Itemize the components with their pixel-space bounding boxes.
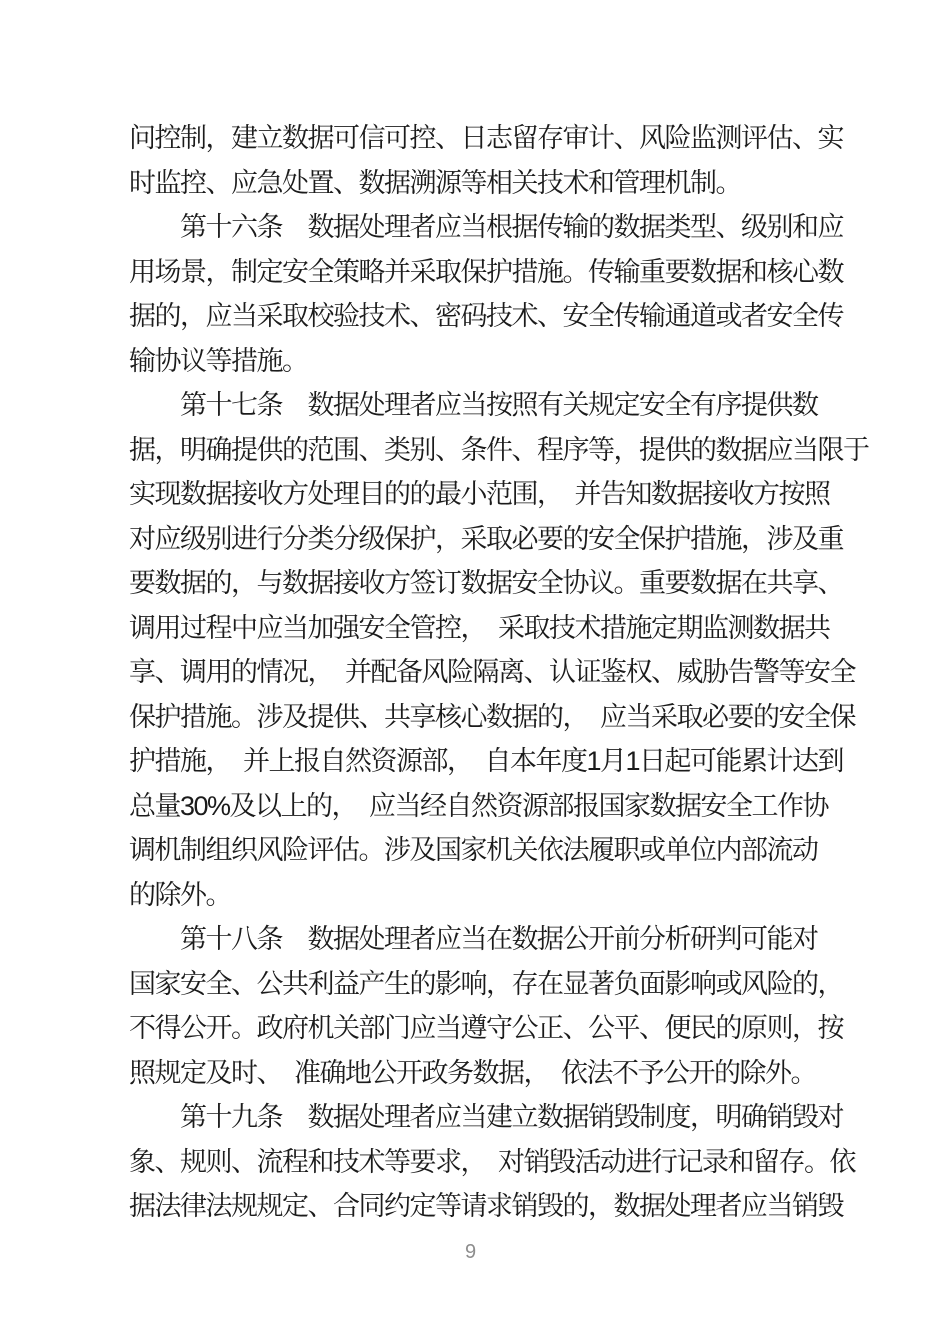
document-line: 问控制，建立数据可信可控、日志留存审计、风险监测评估、实	[129, 123, 843, 153]
document-line: 护措施， 并上报自然资源部， 自本年度1月1日起可能累计达到	[129, 746, 844, 776]
document-line: 享、调用的情况， 并配备风险隔离、认证鉴权、威胁告警等安全	[129, 657, 855, 687]
document-line: 第十六条 数据处理者应当根据传输的数据类型、级别和应	[129, 212, 843, 242]
document-line: 保护措施。涉及提供、共享核心数据的， 应当采取必要的安全保	[129, 701, 855, 732]
page-number: 9	[464, 1241, 477, 1263]
document-line: 的除外。	[129, 879, 231, 910]
document-body	[129, 116, 869, 1229]
paragraph-article-19	[129, 1095, 855, 1229]
document-line: 据的，应当采取校验技术、密码技术、安全传输通道或者安全传	[129, 301, 843, 331]
document-line: 要数据的，与数据接收方签订数据安全协议。重要数据在共享、	[129, 568, 843, 598]
document-line: 调用过程中应当加强安全管控， 采取技术措施定期监测数据共	[129, 612, 830, 643]
document-line: 总量30%及以上的， 应当经自然资源部报国家数据安全工作协	[129, 790, 829, 821]
paragraph-article-15-continuation	[129, 116, 843, 205]
paragraph-article-16	[129, 205, 843, 383]
document-line: 调机制组织风险评估。涉及国家机关依法履职或单位内部流动	[129, 835, 818, 865]
paragraph-article-18	[129, 917, 843, 1095]
document-line: 照规定及时、 准确地公开政务数据， 依法不予公开的除外。	[129, 1057, 816, 1088]
document-line: 对应级别进行分类分级保护，采取必要的安全保护措施，涉及重	[129, 523, 843, 554]
document-line: 据法律法规规定、合同约定等请求销毁的，数据处理者应当销毁	[129, 1191, 843, 1221]
document-line: 第十九条 数据处理者应当建立数据销毁制度，明确销毁对	[129, 1102, 843, 1132]
document-line: 象、规则、流程和技术等要求， 对销毁活动进行记录和留存。依	[129, 1146, 855, 1177]
document-line: 第十七条 数据处理者应当按照有关规定安全有序提供数	[129, 390, 818, 420]
document-line: 国家安全、公共利益产生的影响，存在显著负面影响或风险的，	[129, 968, 843, 999]
paragraph-article-17	[129, 383, 869, 917]
document-line: 不得公开。政府机关部门应当遵守公正、公平、便民的原则，按	[129, 1013, 843, 1043]
document-line: 时监控、应急处置、数据溯源等相关技术和管理机制。	[129, 167, 741, 198]
document-line: 输协议等措施。	[129, 345, 308, 376]
document-line: 实现数据接收方处理目的的最小范围， 并告知数据接收方按照	[129, 479, 830, 509]
document-line: 第十八条 数据处理者应当在数据公开前分析研判可能对	[129, 924, 818, 954]
document-line: 用场景，制定安全策略并采取保护措施。传输重要数据和核心数	[129, 256, 843, 287]
document-line: 据，明确提供的范围、类别、条件、程序等，提供的数据应当限于	[129, 434, 869, 465]
